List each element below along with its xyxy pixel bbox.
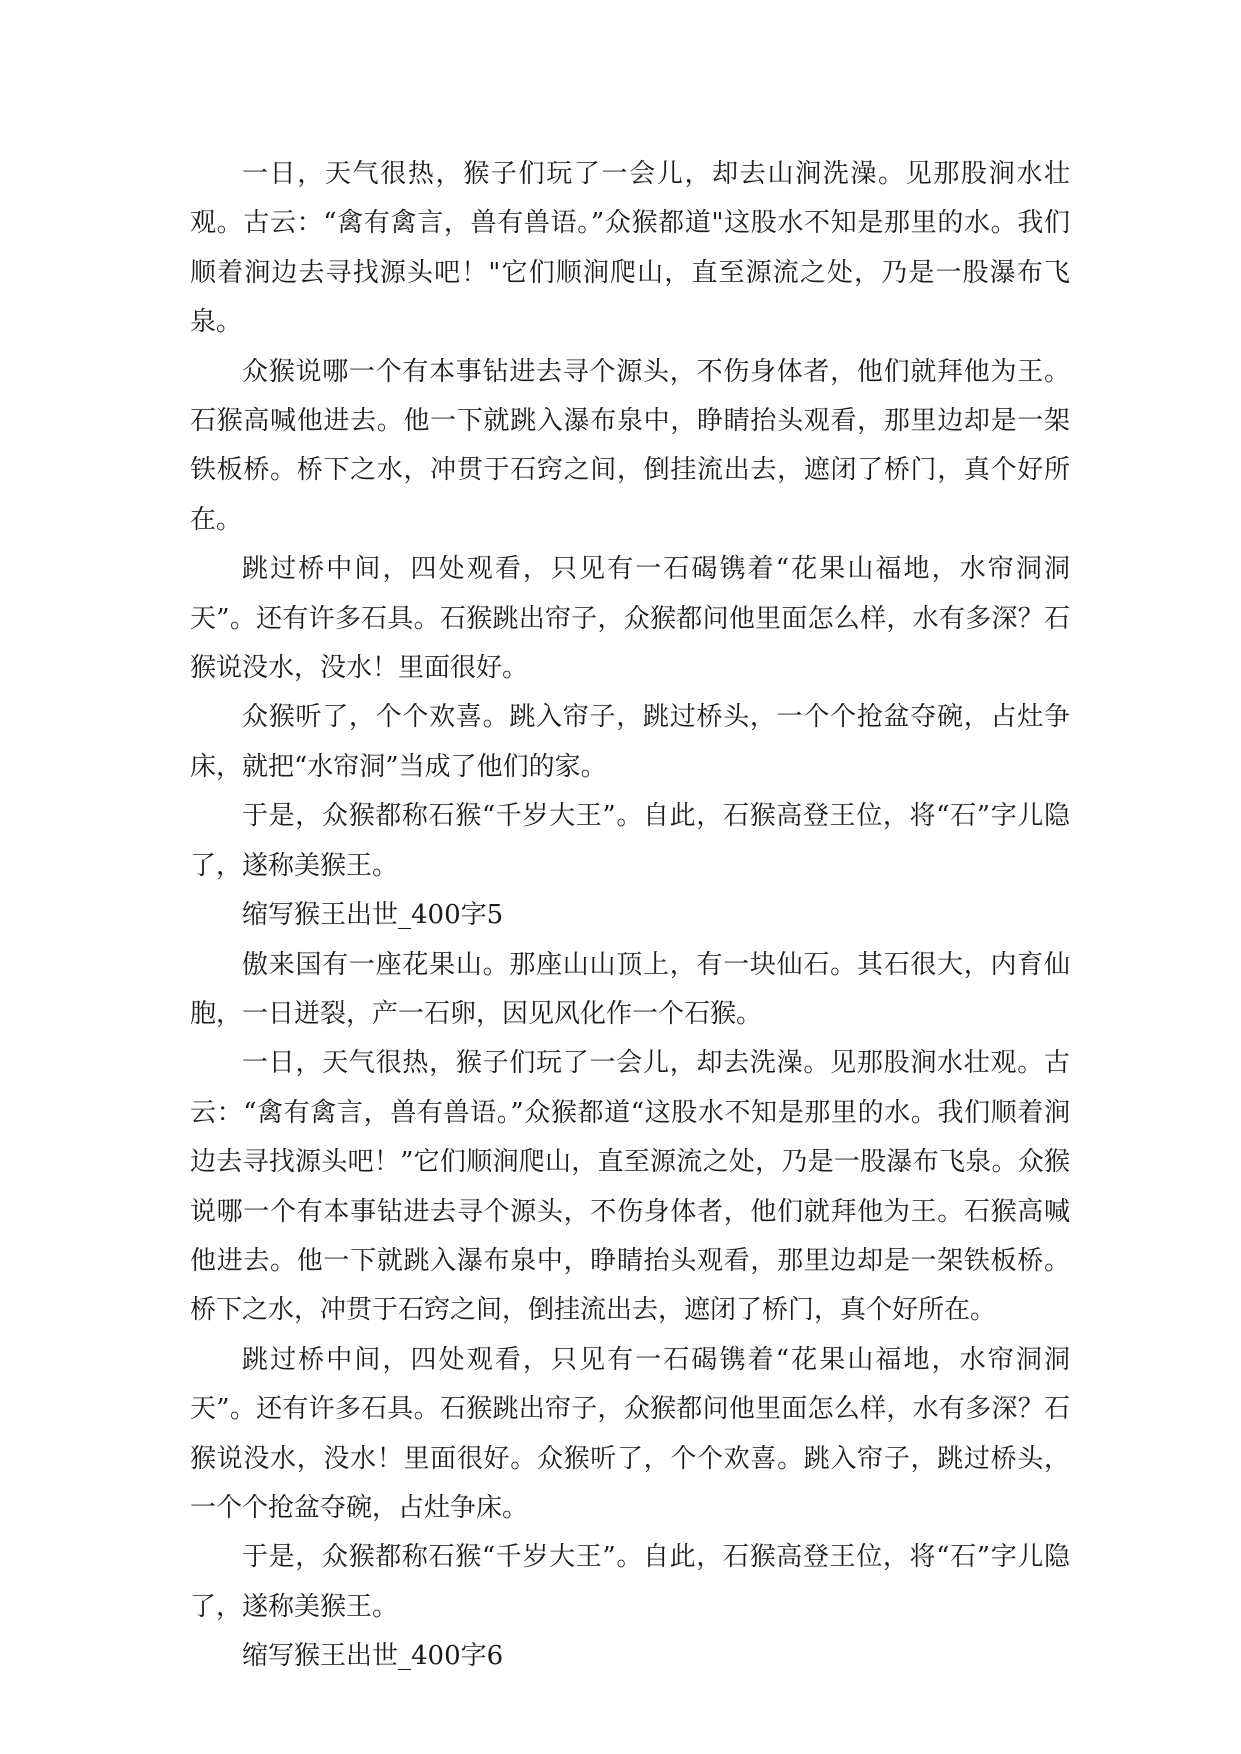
document-body: [190, 150, 1070, 1682]
paragraph: 于是，众猴都称石猴“千岁大王”。自此，石猴高登王位，将“石”字儿隐了，遂称美猴王。: [190, 801, 1070, 881]
paragraph: 一日，天气很热，猴子们玩了一会儿，却去山涧洗澡。见那股涧水壮观。古云：“禽有禽言，兽有兽语。”众猴都道"这股水不知是那里的水。我们顺着涧边去寻找源头吧！"它们顺涧爬山，直至源流之处，乃是一股瀑布飞泉。: [190, 159, 1070, 338]
paragraph: 跳过桥中间，四处观看，只见有一石碣镌着“花果山福地，水帘洞洞天”。还有许多石具。石猴跳出帘子，众猴都问他里面怎么样，水有多深？石猴说没水，没水！里面很好。: [190, 554, 1070, 684]
paragraph: 众猴说哪一个有本事钻进去寻个源头，不伤身体者，他们就拜他为王。石猴高喊他进去。他一下就跳入瀑布泉中，睁睛抬头观看，那里边却是一架铁板桥。桥下之水，冲贯于石窍之间，倒挂流出去，遮闭了桥门，真个好所在。: [190, 356, 1070, 535]
paragraph: 跳过桥中间，四处观看，只见有一石碣镌着“花果山福地，水帘洞洞天”。还有许多石具。石猴跳出帘子，众猴都问他里面怎么样，水有多深？石猴说没水，没水！里面很好。众猴听了，个个欢喜。跳入帘子，跳过桥头，一个个抢盆夺碗，占灶争床。: [190, 1344, 1070, 1523]
paragraph: 一日，天气很热，猴子们玩了一会儿，却去洗澡。见那股涧水壮观。古云：“禽有禽言，兽有兽语。”众猴都道“这股水不知是那里的水。我们顺着涧边去寻找源头吧！”它们顺涧爬山，直至源流之处，乃是一股瀑布飞泉。众猴说哪一个有本事钻进去寻个源头，不伤身体者，他们就拜他为王。石猴高喊他进去。他一下就跳入瀑布泉中，睁睛抬头观看，那里边却是一架铁板桥。桥下之水，冲贯于石窍之间，倒挂流出去，遮闭了桥门，真个好所在。: [190, 1048, 1070, 1326]
section-heading: 缩写猴王出世_400字6: [242, 1641, 504, 1672]
section-heading: 缩写猴王出世_400字5: [242, 900, 504, 931]
paragraph: 众猴听了，个个欢喜。跳入帘子，跳过桥头，一个个抢盆夺碗，占灶争床，就把“水帘洞”当成了他们的家。: [190, 702, 1070, 782]
paragraph: 傲来国有一座花果山。那座山山顶上，有一块仙石。其石很大，内育仙胞，一日迸裂，产一石卵，因见风化作一个石猴。: [190, 949, 1070, 1029]
paragraph: 于是，众猴都称石猴“千岁大王”。自此，石猴高登王位，将“石”字儿隐了，遂称美猴王。: [190, 1542, 1070, 1622]
